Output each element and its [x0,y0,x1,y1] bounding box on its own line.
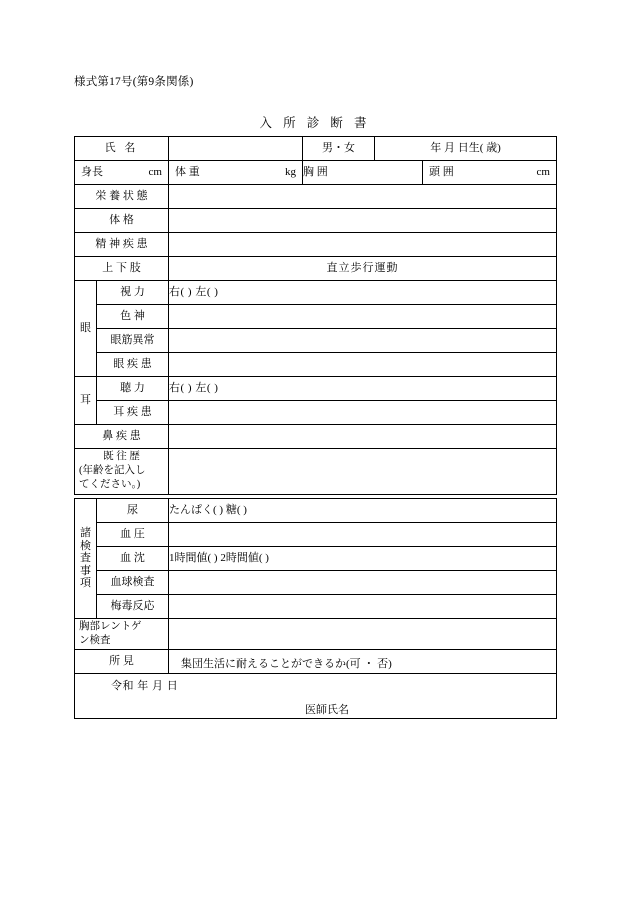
history-label-line-3: てください。) [79,479,141,491]
eye-vision-value[interactable]: 右( ) 左( ) [169,281,557,305]
name-value[interactable] [169,137,303,161]
table-row-blood-sedimentation [75,547,557,571]
observation-value[interactable] [169,650,557,674]
nutrition-value[interactable] [169,185,557,209]
table-row-nose [75,425,557,449]
table-row-limbs [75,257,557,281]
exam-group-label-4: 事 [80,564,91,577]
exam-group-label-2: 検 [80,539,91,552]
history-value[interactable] [169,449,557,495]
exam-group-label-1: 諸 [80,526,91,539]
ear-group-label: 耳 [75,377,97,425]
chest-label[interactable]: 胸 囲 [303,161,423,185]
table-row-blood-pressure [75,523,557,547]
height-label-cell [75,161,169,185]
blood-cell-label: 血球検査 [97,571,169,595]
limbs-label: 上 下 肢 [75,257,169,281]
table-row-history [75,449,557,495]
eye-color-value[interactable] [169,305,557,329]
table-row-physique [75,209,557,233]
main-diagnosis-table [74,136,557,495]
table-row-eye-color [75,305,557,329]
xray-value[interactable] [169,619,557,650]
head-cell[interactable] [423,161,557,185]
eye-muscle-label: 眼筋異常 [97,329,169,353]
table-row-eye-muscle [75,329,557,353]
ear-hearing-value[interactable]: 右( ) 左( ) [169,377,557,401]
table-row-blood-cell [75,571,557,595]
exam-group-label [75,499,97,619]
table-row-nutrition [75,185,557,209]
signature-cell [75,674,557,719]
eye-vision-label: 視 力 [97,281,169,305]
physique-label: 体 格 [75,209,169,233]
urine-label: 尿 [97,499,169,523]
form-number: 様式第17号(第9条関係) [74,76,194,88]
gender-label[interactable]: 男・女 [303,137,375,161]
observation-label: 所 見 [75,650,169,674]
blood-sedimentation-value[interactable]: 1時間値( ) 2時間値( ) [169,547,557,571]
exam-group-label-5: 項 [80,577,91,590]
eye-disease-label: 眼 疾 患 [97,353,169,377]
history-label-line-1: 既 往 歴 [103,451,140,462]
height-unit: cm [148,165,162,178]
exam-table [74,498,557,719]
head-unit: cm [536,165,550,178]
table-row-urine [75,499,557,523]
blood-pressure-value[interactable] [169,523,557,547]
birthdate-label[interactable]: 年 月 日生( 歳) [375,137,557,161]
limbs-value[interactable]: 直立歩行運動 [169,257,557,281]
eye-disease-value[interactable] [169,353,557,377]
weight-label: 体 重 [175,165,200,178]
table-row-ear-hearing [75,377,557,401]
head-label: 頭 囲 [429,165,454,178]
ear-hearing-label: 聴 力 [97,377,169,401]
blood-pressure-label: 血 圧 [97,523,169,547]
syphilis-label: 梅毒反応 [97,595,169,619]
ear-disease-value[interactable] [169,401,557,425]
table-row-syphilis [75,595,557,619]
xray-label-line-1: 胸部レントゲ [79,621,142,632]
eye-group-label: 眼 [75,281,97,377]
nose-value[interactable] [169,425,557,449]
xray-label-line-2: ン検査 [79,635,111,647]
syphilis-value[interactable] [169,595,557,619]
table-row-observation [75,650,557,674]
mental-label: 精 神 疾 患 [75,233,169,257]
table-row-eye-disease [75,353,557,377]
blood-sedimentation-label: 血 沈 [97,547,169,571]
mental-value[interactable] [169,233,557,257]
height-label: 身長 [81,165,103,178]
nose-label: 鼻 疾 患 [75,425,169,449]
table-row-body-metrics [75,161,557,185]
blood-cell-value[interactable] [169,571,557,595]
page-title: 入 所 診 断 書 [259,116,371,130]
physique-value[interactable] [169,209,557,233]
weight-cell[interactable] [169,161,303,185]
eye-muscle-value[interactable] [169,329,557,353]
date-line[interactable]: 令和 年 月 日 [111,680,179,693]
weight-unit: kg [285,165,296,178]
table-row-mental [75,233,557,257]
exam-group-label-3: 査 [80,552,91,565]
history-label-line-2: (年齢を記入し [79,465,146,477]
eye-color-label: 色 神 [97,305,169,329]
xray-label [75,619,169,650]
name-label: 氏 名 [75,137,169,161]
doctor-name-label[interactable]: 医師氏名 [305,704,349,717]
table-row-ear-disease [75,401,557,425]
nutrition-label: 栄 養 状 態 [75,185,169,209]
ear-disease-label: 耳 疾 患 [97,401,169,425]
observation-question[interactable]: 集団生活に耐えることができるか(可 ・ 否) [181,657,392,670]
table-row-signature [75,674,557,719]
table-row-eye-vision [75,281,557,305]
urine-value[interactable]: たんぱく( ) 糖( ) [169,499,557,523]
table-row-xray [75,619,557,650]
history-label [75,449,169,495]
table-row-name [75,137,557,161]
